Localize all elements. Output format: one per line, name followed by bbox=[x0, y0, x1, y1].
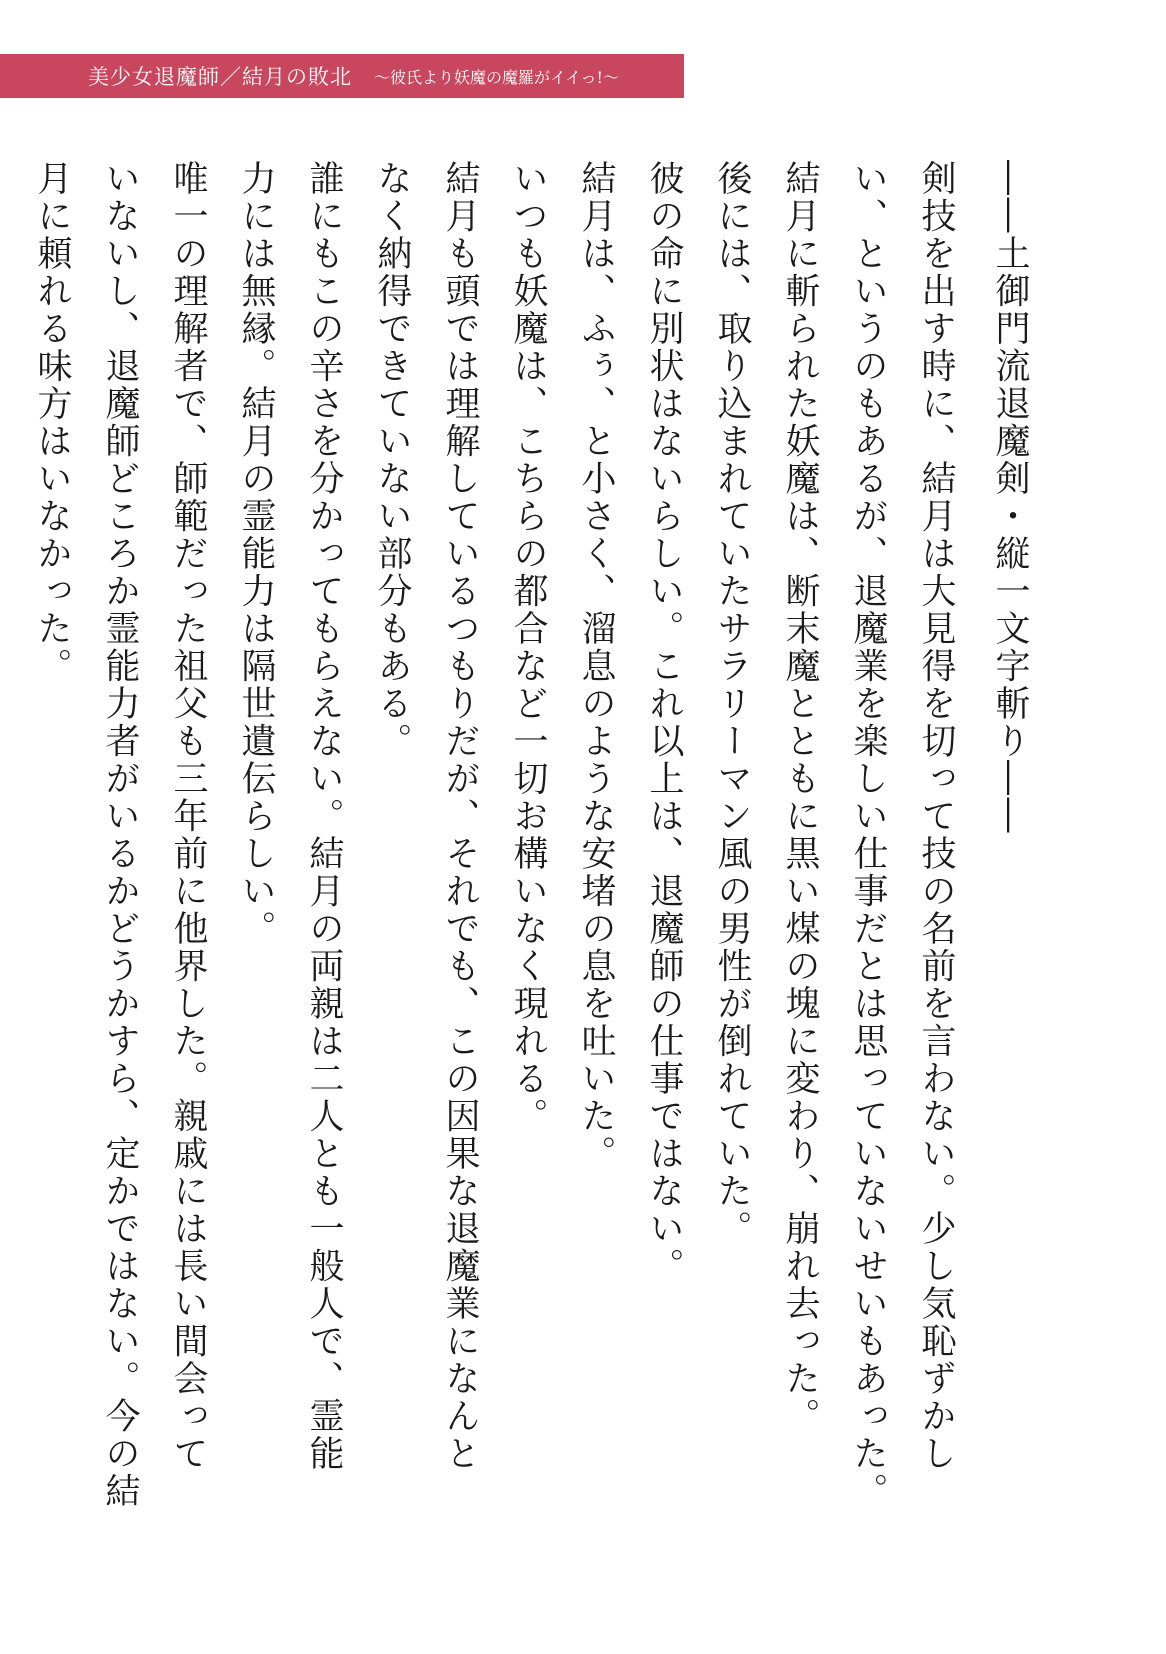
text-line: い、というのもあるが、退魔業を楽しい仕事だとは思っていないせいもあった。 bbox=[848, 160, 888, 1510]
text-line: 彼の命に別状はないらしい。これ以上は、退魔師の仕事ではない。 bbox=[644, 160, 684, 1285]
text-line: 結月は、ふぅ、と小さく、溜息のような安堵の息を吐いた。 bbox=[576, 160, 616, 1173]
book-subtitle: 〜彼氏より妖魔の魔羅がイイっ!〜 bbox=[374, 67, 619, 87]
text-line: 唯一の理解者で、師範だった祖父も三年前に他界した。親戚には長い間会って bbox=[168, 160, 208, 1473]
section-heading: ――土御門流退魔剣・縦一文字斬り―― bbox=[990, 160, 1030, 835]
text-line: なく納得できていない部分もある。 bbox=[372, 160, 412, 760]
text-line: 結月に斬られた妖魔は、断末魔とともに黒い煤の塊に変わり、崩れ去った。 bbox=[780, 160, 820, 1435]
running-header bbox=[0, 54, 684, 98]
text-line: いないし、退魔師どころか霊能力者がいるかどうかすら、定かではない。今の結 bbox=[100, 160, 140, 1510]
text-line: 月に頼れる味方はいなかった。 bbox=[32, 160, 72, 685]
text-line: 剣技を出す時に、結月は大見得を切って技の名前を言わない。少し気恥ずかし bbox=[916, 160, 956, 1473]
text-line: 誰にもこの辛さを分かってもらえない。結月の両親は二人とも一般人で、霊能 bbox=[304, 160, 344, 1473]
text-line: 結月も頭では理解しているつもりだが、それでも、この因果な退魔業になんと bbox=[440, 160, 480, 1473]
book-title: 美少女退魔師／結月の敗北 bbox=[88, 65, 352, 89]
text-line: 力には無縁。結月の霊能力は隔世遺伝らしい。 bbox=[236, 160, 276, 948]
text-line: いつも妖魔は、こちらの都合など一切お構いなく現れる。 bbox=[508, 160, 548, 1135]
vertical-body-text bbox=[18, 160, 1044, 1590]
text-line: 後には、取り込まれていたサラリーマン風の男性が倒れていた。 bbox=[712, 160, 752, 1248]
